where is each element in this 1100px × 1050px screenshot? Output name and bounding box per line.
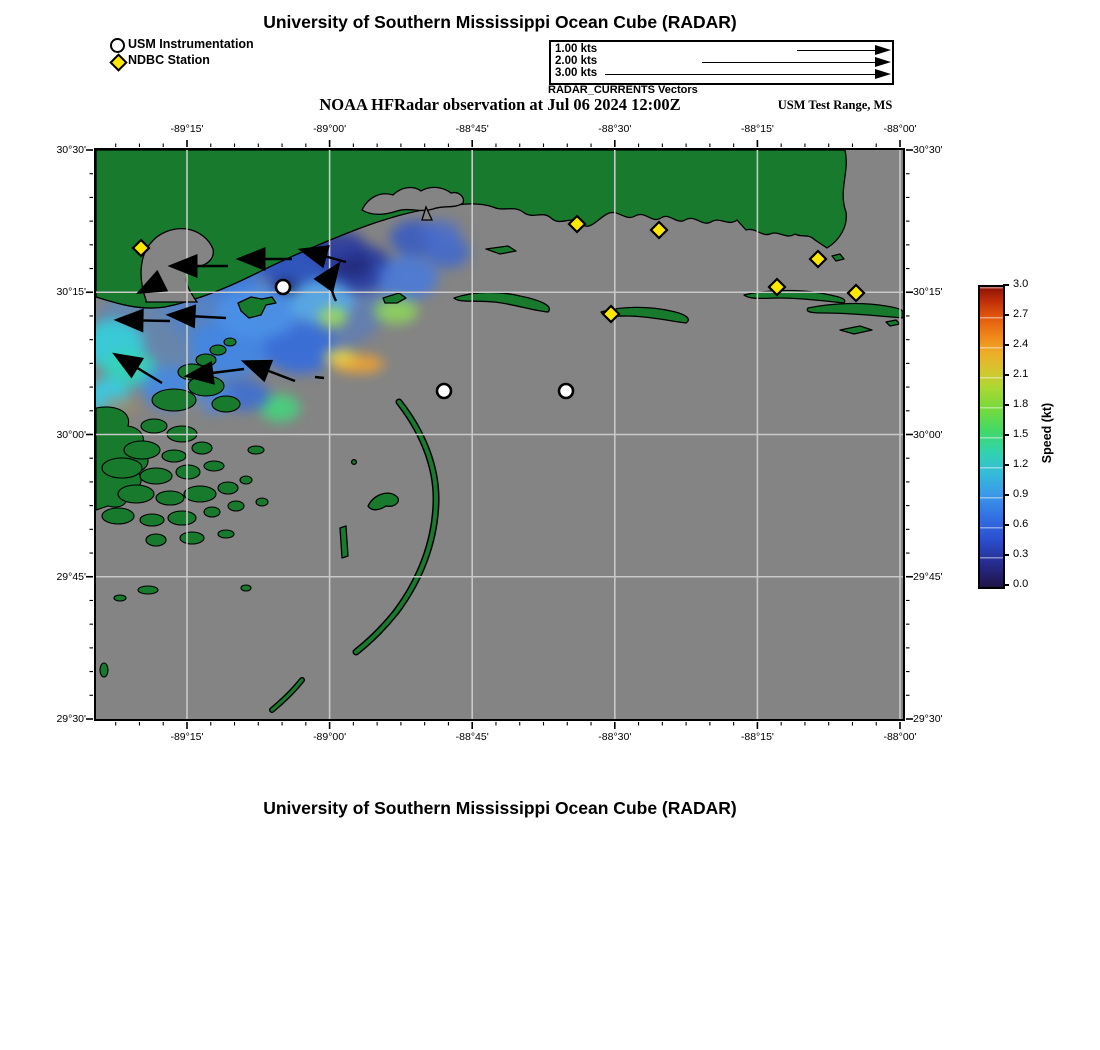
ndbc-diamond-icon	[109, 53, 127, 71]
x-axis-label-top: -88°15'	[740, 123, 774, 135]
colorbar-tick-label: 1.8	[1013, 398, 1029, 410]
vector-legend-caption: RADAR_CURRENTS Vectors	[548, 84, 698, 96]
colorbar-tick	[1003, 524, 1009, 526]
y-axis-label-left: 30°15'	[56, 286, 86, 299]
vector-arrowhead-icon	[875, 69, 891, 79]
colorbar-tick	[1003, 404, 1009, 406]
vector-arrow-shaft	[702, 62, 877, 64]
colorbar-tick-label: 2.1	[1013, 368, 1029, 380]
x-axis-label-bottom: -88°30'	[598, 731, 632, 743]
colorbar-separators	[980, 287, 1003, 587]
colorbar-tick	[1003, 464, 1009, 466]
x-axis-label-top: -88°30'	[598, 123, 632, 135]
colorbar-tick-label: 0.0	[1013, 578, 1029, 590]
colorbar-tick	[1003, 494, 1009, 496]
region-label: USM Test Range, MS	[777, 98, 893, 112]
figure-title-bottom: University of Southern Mississippi Ocean Cube (RADAR)	[263, 798, 737, 818]
colorbar-tick-label: 1.2	[1013, 458, 1029, 470]
x-axis-label-bottom: -88°45'	[455, 731, 489, 743]
colorbar-tick-label: 0.6	[1013, 518, 1029, 530]
colorbar	[978, 285, 1005, 589]
y-axis-label-left: 29°45'	[56, 570, 86, 583]
vector-scale-legend	[549, 40, 894, 85]
colorbar-tick	[1003, 374, 1009, 376]
colorbar-tick	[1003, 584, 1009, 586]
legend-label: NDBC Station	[128, 53, 210, 67]
figure-title: University of Southern Mississippi Ocean Cube (RADAR)	[263, 12, 737, 32]
x-axis-label-bottom: -88°15'	[740, 731, 774, 743]
axis-ticks	[96, 150, 903, 719]
colorbar-tick	[1003, 554, 1009, 556]
observation-subtitle: NOAA HFRadar observation at Jul 06 2024 12:00Z	[319, 95, 681, 114]
legend-label: USM Instrumentation	[128, 37, 254, 51]
colorbar-tick	[1003, 344, 1009, 346]
y-axis-label-left: 30°00'	[56, 428, 86, 441]
x-axis-label-top: -88°00'	[883, 123, 917, 135]
vector-arrow-shaft	[605, 74, 877, 76]
x-axis-label-top: -89°15'	[170, 123, 204, 135]
vector-scale-label: 1.00 kts	[555, 43, 598, 55]
x-axis-label-top: -88°45'	[455, 123, 489, 135]
colorbar-tick-label: 2.7	[1013, 308, 1029, 320]
x-axis-label-bottom: -89°00'	[313, 731, 347, 743]
vector-arrow-shaft	[797, 50, 877, 52]
vector-scale-label: 2.00 kts	[555, 55, 598, 67]
y-axis-label-right: 30°30'	[913, 144, 943, 156]
colorbar-tick-label: 0.3	[1013, 548, 1029, 560]
colorbar-tick	[1003, 434, 1009, 436]
vector-scale-label: 3.00 kts	[555, 67, 598, 79]
colorbar-tick-label: 3.0	[1013, 278, 1029, 290]
y-axis-label-right: 30°15'	[913, 286, 943, 299]
y-axis-label-right: 30°00'	[913, 428, 943, 441]
y-axis-label-left: 30°30'	[56, 144, 86, 156]
x-axis-label-top: -89°00'	[313, 123, 347, 135]
colorbar-tick-label: 2.4	[1013, 338, 1029, 350]
vector-arrowhead-icon	[875, 57, 891, 67]
vector-arrowhead-icon	[875, 45, 891, 55]
x-axis-label-bottom: -88°00'	[883, 731, 917, 743]
y-axis-label-right: 29°30'	[913, 713, 943, 725]
colorbar-tick	[1003, 314, 1009, 316]
colorbar-tick-label: 0.9	[1013, 488, 1029, 500]
usm-circle-icon	[110, 38, 125, 53]
colorbar-title: Speed (kt)	[1040, 402, 1054, 464]
y-axis-label-left: 29°30'	[56, 713, 86, 725]
x-axis-label-bottom: -89°15'	[170, 731, 204, 743]
colorbar-tick	[1003, 284, 1009, 286]
colorbar-tick-label: 1.5	[1013, 428, 1029, 440]
y-axis-label-right: 29°45'	[913, 570, 943, 583]
